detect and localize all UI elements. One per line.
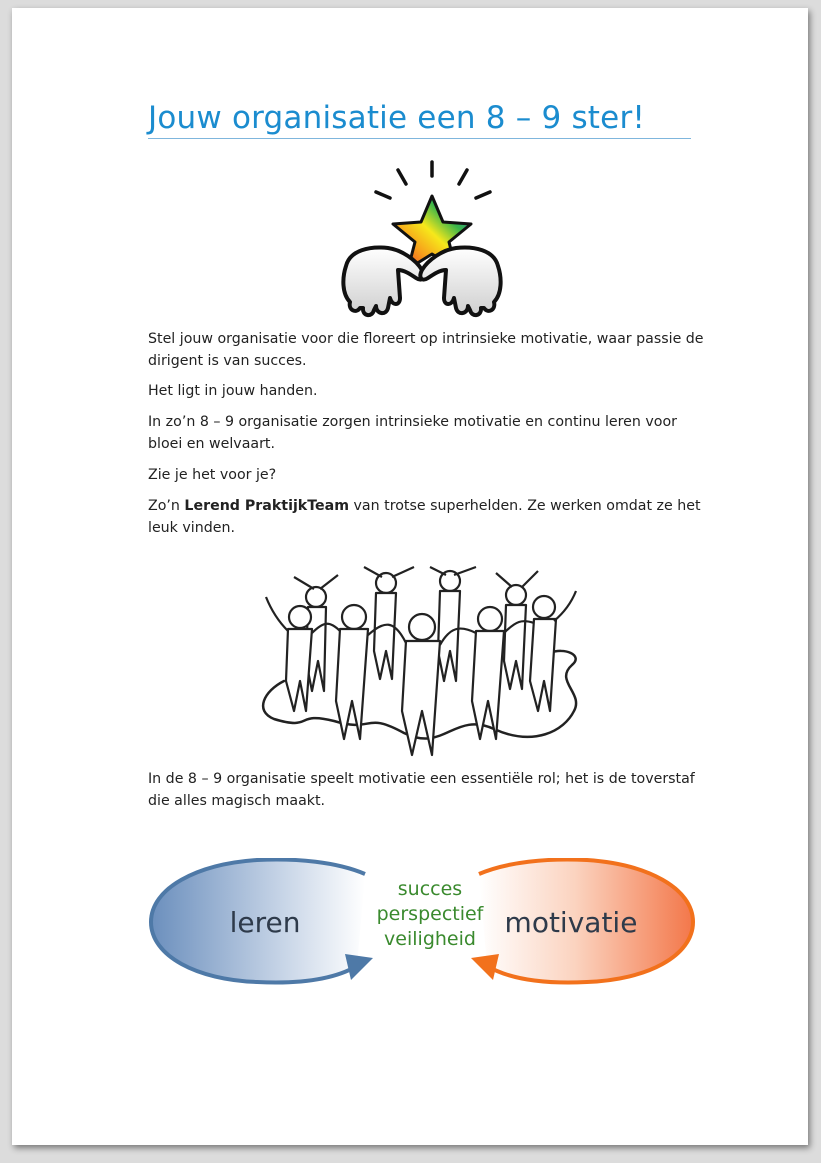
leren-motivatie-cycle-diagram — [147, 858, 697, 988]
paragraph-handen: Het ligt in jouw handen. — [148, 383, 318, 399]
paragraph-toverstaf: In de 8 – 9 organisatie speelt motivatie een essentiële rol; het is de toverstaf die alles magisch maakt. — [148, 771, 695, 809]
label-veiligheid: veiligheid — [384, 928, 476, 950]
p5-suffix: van trotse superhelden. Ze werken omdat ze het leuk vinden. — [148, 498, 701, 536]
p5-prefix: Zo’n — [148, 498, 185, 514]
label-succes: succes — [397, 878, 463, 900]
label-perspectief: perspectief — [376, 903, 484, 925]
left-arrow-head — [345, 954, 373, 980]
p5-bold: Lerend PraktijkTeam — [184, 498, 350, 514]
right-arrow-head — [471, 954, 499, 980]
paragraph-praktijkteam — [148, 495, 708, 539]
paragraph-question: Zie je het voor je? — [148, 467, 277, 483]
rainbow-star-in-hands-icon — [330, 158, 514, 318]
label-leren: leren — [229, 906, 301, 939]
paragraph-intro: Stel jouw organisatie voor die floreert op intrinsieke motivatie, waar passie de dirigent is van succes. — [148, 331, 704, 369]
label-motivatie: motivatie — [504, 906, 638, 939]
people-circle-holding-hands-illustration — [254, 561, 594, 763]
page-title: Jouw organisatie een 8 – 9 ster! — [148, 100, 691, 139]
document-page — [12, 8, 808, 1145]
paragraph-organisatie: In zo’n 8 – 9 organisatie zorgen intrinsieke motivatie en continu leren voor bloei en welvaart. — [148, 414, 677, 452]
